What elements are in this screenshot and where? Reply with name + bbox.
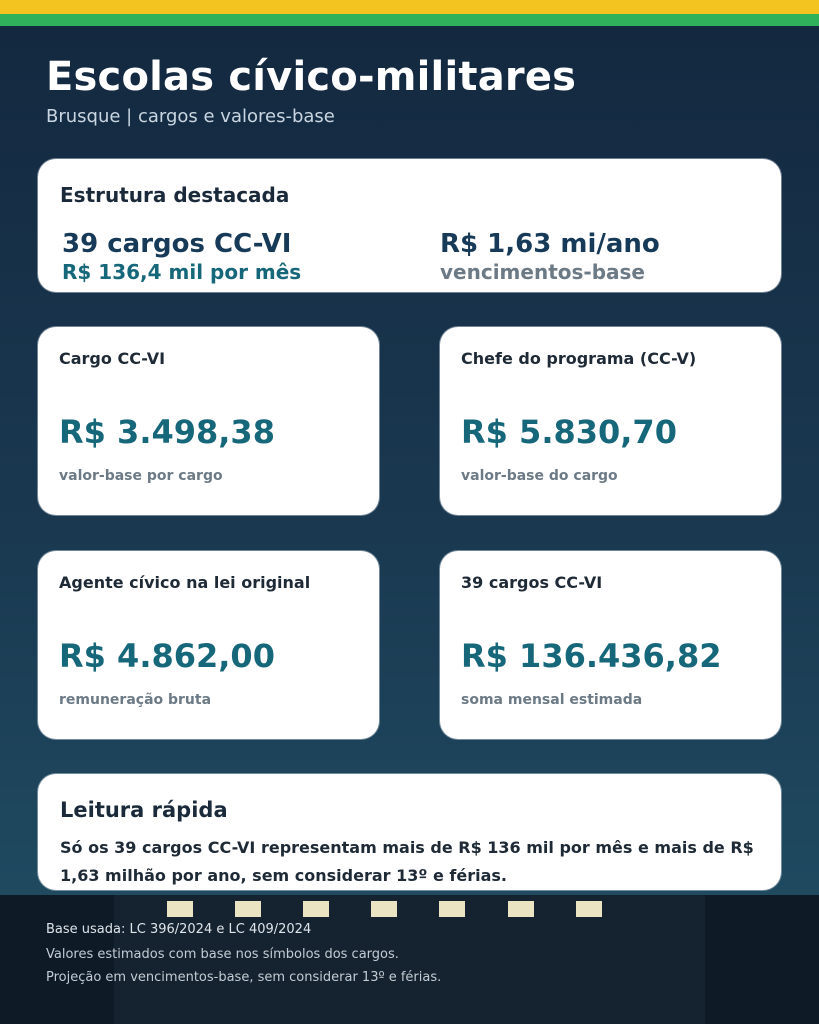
stat-value: R$ 3.498,38	[59, 413, 275, 451]
stat-value: R$ 4.862,00	[59, 637, 275, 675]
flag-stripe-yellow	[0, 0, 819, 14]
quick-read-card	[38, 774, 781, 890]
footer-square	[167, 901, 193, 917]
footer-square	[371, 901, 397, 917]
stat-label: Cargo CC-VI	[59, 349, 166, 368]
footer-note: Valores estimados com base nos símbolos dos cargos.	[46, 947, 399, 962]
quick-read-text: Só os 39 cargos CC-VI representam mais de R$ 136 mil por mês e mais de R$ 1,63 milhão por ano, sem considerar 13º e férias.	[60, 838, 754, 885]
stat-card-program-chief	[440, 327, 781, 515]
footer-square	[303, 901, 329, 917]
stat-note: soma mensal estimada	[461, 692, 643, 708]
footer-source: Base usada: LC 396/2024 e LC 409/2024	[46, 922, 312, 937]
stat-card-monthly-sum	[440, 551, 781, 739]
highlight-monthly-total: R$ 136,4 mil por mês	[62, 260, 302, 284]
footer-note: Projeção em vencimentos-base, sem considerar 13º e férias.	[46, 970, 442, 985]
stat-note: valor-base por cargo	[59, 468, 223, 484]
highlight-heading: Estrutura destacada	[60, 183, 290, 207]
stat-label: Chefe do programa (CC-V)	[461, 349, 697, 368]
page-subtitle: Brusque | cargos e valores-base	[46, 106, 335, 127]
stat-label: 39 cargos CC-VI	[461, 573, 603, 592]
highlight-positions-count: 39 cargos CC-VI	[62, 229, 292, 259]
highlight-yearly-caption: vencimentos-base	[440, 260, 645, 284]
footer-square	[235, 901, 261, 917]
footer-square	[508, 901, 534, 917]
flag-stripe-green	[0, 14, 819, 26]
stat-note: valor-base do cargo	[461, 468, 618, 484]
stat-value: R$ 136.436,82	[461, 637, 722, 675]
footer-square	[439, 901, 465, 917]
stat-label: Agente cívico na lei original	[59, 573, 311, 592]
stat-card-civic-agent	[38, 551, 379, 739]
footer	[0, 895, 819, 1024]
stat-value: R$ 5.830,70	[461, 413, 677, 451]
stat-note: remuneração bruta	[59, 692, 212, 708]
quick-read-heading: Leitura rápida	[60, 798, 228, 822]
highlight-card	[38, 159, 781, 292]
highlight-yearly-total: R$ 1,63 mi/ano	[440, 229, 660, 259]
page-title: Escolas cívico-militares	[46, 54, 577, 100]
footer-square	[576, 901, 602, 917]
stat-card-cc-vi	[38, 327, 379, 515]
